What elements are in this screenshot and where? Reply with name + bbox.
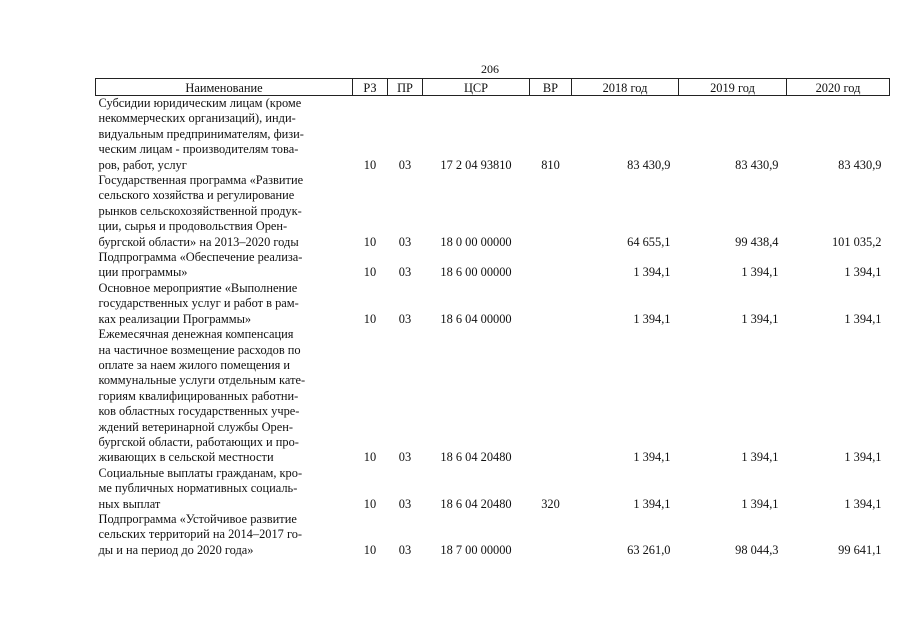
row-csr: 17 2 04 93810 [440,157,512,172]
row-pr: 03 [398,496,412,511]
row-csr: 18 6 04 20480 [440,450,512,465]
row-name-line: оплате за наем жилого помещения и [98,357,291,372]
row-name [96,466,353,512]
row-name-line: бургской области, работающих и про- [98,434,299,449]
row-vr: 320 [541,496,560,511]
row-rz: 10 [363,234,377,249]
row-name [96,327,353,466]
header-vr: ВР [530,79,572,96]
row-vr [530,250,572,281]
row-value-2019: 83 430,9 [735,157,779,172]
row-name-line: сельского хозяйства и регулирование [98,188,295,203]
row-name-line: сельских территорий на 2014–2017 го- [98,527,303,542]
row-csr: 18 6 04 00000 [440,311,512,326]
row-name-line: Социальные выплаты гражданам, кро- [98,465,303,480]
row-name-line: государственных услуг и работ в рам- [98,296,299,311]
page-number: 206 [481,62,499,76]
row-name [96,250,353,281]
header-2019: 2019 год [679,79,787,96]
row-value-2020: 1 394,1 [844,450,882,465]
row-value-2020: 1 394,1 [844,311,882,326]
row-pr: 03 [398,157,412,172]
row-name [96,512,353,558]
row-value-2019: 98 044,3 [735,542,779,557]
row-name [96,281,353,327]
row-name-line: Субсидии юридическим лицам (кроме [98,96,302,110]
row-name-line: ческим лицам - производителям това- [98,142,299,157]
row-name-line: на частичное возмещение расходов по [98,342,301,357]
header-pr: ПР [388,79,423,96]
row-vr: 810 [541,157,560,172]
row-name-line: ции программы» [98,265,188,280]
row-pr: 03 [398,311,412,326]
row-name-line: ции, сырья и продовольствия Орен- [98,219,288,234]
header-2018: 2018 год [572,79,679,96]
row-name-line: рынков сельскохозяйственной продук- [98,203,302,218]
row-value-2018: 1 394,1 [633,496,671,511]
budget-table [95,78,890,558]
row-pr: 03 [398,450,412,465]
row-rz: 10 [363,542,377,557]
row-csr: 18 7 00 00000 [440,542,512,557]
row-csr: 18 0 00 00000 [440,234,512,249]
row-vr [530,281,572,327]
table-row [96,512,890,558]
budget-table-container [95,78,889,558]
table-row [96,173,890,250]
row-name-line: ных выплат [98,496,161,511]
row-value-2018: 1 394,1 [633,311,671,326]
row-name-line: Подпрограмма «Обеспечение реализа- [98,250,303,265]
row-value-2019: 1 394,1 [741,496,779,511]
row-value-2020: 83 430,9 [838,157,882,172]
row-value-2018: 63 261,0 [627,542,671,557]
row-name-line: ждений ветеринарной службы Орен- [98,419,293,434]
row-rz: 10 [363,496,377,511]
row-name-line: коммунальные услуги отдельным кате- [98,373,306,388]
table-row [96,466,890,512]
row-name [96,173,353,250]
row-name-line: некоммерческих организаций), инди- [98,111,296,126]
row-name-line: видуальным предпринимателям, физи- [98,126,304,141]
header-csr: ЦСР [423,79,530,96]
header-2020: 2020 год [787,79,890,96]
table-body [96,96,890,559]
row-name-line: ков областных государственных учре- [98,404,300,419]
row-name-line: Подпрограмма «Устойчивое развитие [98,511,297,526]
row-vr [530,173,572,250]
row-vr [530,512,572,558]
row-rz: 10 [363,311,377,326]
header-rz: РЗ [353,79,388,96]
row-value-2018: 64 655,1 [627,234,671,249]
table-row [96,96,890,174]
row-value-2019: 1 394,1 [741,265,779,280]
row-pr: 03 [398,265,412,280]
row-value-2019: 1 394,1 [741,311,779,326]
row-value-2018: 1 394,1 [633,265,671,280]
row-value-2018: 83 430,9 [627,157,671,172]
row-value-2020: 1 394,1 [844,265,882,280]
row-name-line: Ежемесячная денежная компенсация [98,327,294,342]
row-value-2018: 1 394,1 [633,450,671,465]
row-pr: 03 [398,234,412,249]
row-rz: 10 [363,265,377,280]
row-name-line: ме публичных нормативных социаль- [98,481,298,496]
table-row [96,281,890,327]
row-value-2020: 99 641,1 [838,542,882,557]
row-csr: 18 6 00 00000 [440,265,512,280]
table-row [96,327,890,466]
header-name: Наименование [96,79,353,96]
row-name [96,96,353,174]
row-value-2020: 101 035,2 [831,234,882,249]
row-value-2020: 1 394,1 [844,496,882,511]
row-vr [530,327,572,466]
row-name-line: гориям квалифицированных работни- [98,388,299,403]
table-row [96,250,890,281]
row-name-line: ды и на период до 2020 года» [98,542,254,557]
row-name-line: живающих в сельской местности [98,450,274,465]
row-name-line: ров, работ, услуг [98,157,187,172]
table-header [96,79,890,96]
row-rz: 10 [363,157,377,172]
row-name-line: ках реализации Программы» [98,311,252,326]
row-pr: 03 [398,542,412,557]
row-csr: 18 6 04 20480 [440,496,512,511]
row-name-line: бургской области» на 2013–2020 годы [98,234,299,249]
row-name-line: Основное мероприятие «Выполнение [98,280,298,295]
row-value-2019: 1 394,1 [741,450,779,465]
row-name-line: Государственная программа «Развитие [98,173,304,188]
row-rz: 10 [363,450,377,465]
row-value-2019: 99 438,4 [735,234,779,249]
